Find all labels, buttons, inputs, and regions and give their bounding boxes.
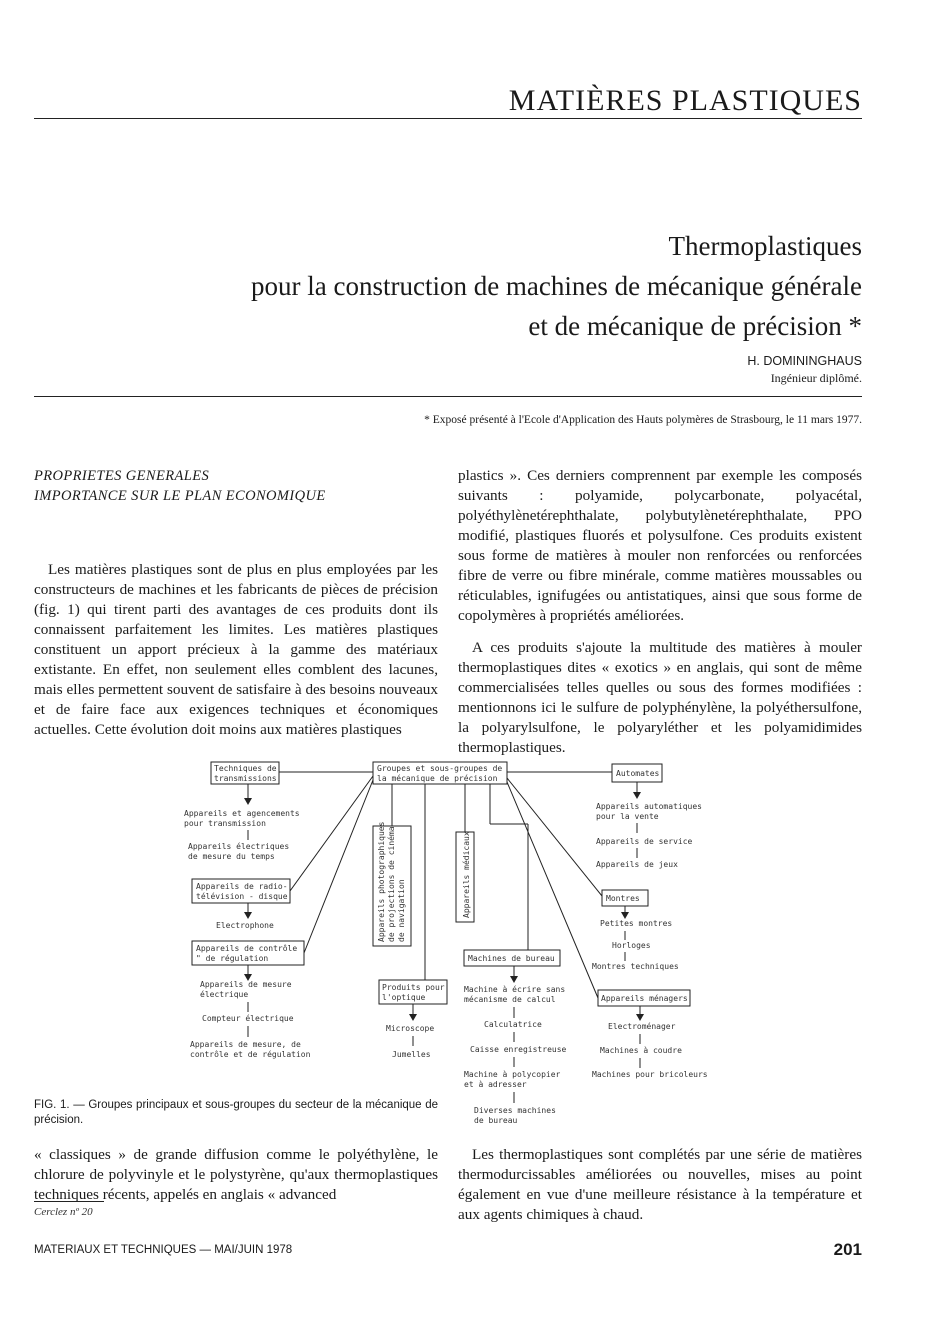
- node-label: Machine à polycopier: [464, 1070, 561, 1079]
- node-label: Montres: [606, 894, 640, 903]
- paragraph: plastics ». Ces derniers comprennent par exemple les composés suivants : polyamide, polycarbonate, polyacétal, polyéthylènetérephthalate, polybutylènetérephthalate, PPO modifié, plastiques fluorés et polysulfone. Ces produits existent sous forme de matières à mouler non renforcées ou renforcées fibre de verre ou fibre minérale, comme matières moussables ou réticulables, ignifugées ou antistatiques, ainsi que sous forme de copolymères à propriétés améliorées.: [458, 467, 862, 624]
- title-line-2: pour la construction de machines de mécanique générale: [251, 271, 862, 301]
- connector: [507, 778, 602, 896]
- author-block: [747, 353, 862, 387]
- section-title: MATIÈRES PLASTIQUES: [508, 84, 862, 117]
- node-label: et à adresser: [464, 1080, 527, 1089]
- node-label: Machines à coudre: [600, 1046, 682, 1055]
- arrow: [244, 912, 252, 919]
- connector: [304, 780, 373, 953]
- node-label: Petites montres: [600, 919, 673, 928]
- center-node-label: Groupes et sous-groupes de: [377, 764, 503, 773]
- node-label: de mesure du temps: [188, 852, 275, 861]
- title-line-3: et de mécanique de précision *: [528, 311, 862, 341]
- author-name: H. DOMININGHAUS: [747, 354, 862, 368]
- node-label: Appareils de mesure: [200, 980, 292, 989]
- node-label: pour la vente: [596, 812, 659, 821]
- node-label: Machines de bureau: [468, 954, 555, 963]
- node-label: Machine à écrire sans: [464, 985, 566, 994]
- node-label: Appareils ménagers: [601, 994, 688, 1003]
- node-label: Appareils photographiques: [377, 821, 386, 942]
- page-number: 201: [833, 1240, 862, 1259]
- section-heading-line-1: PROPRIETES GENERALES: [34, 468, 210, 484]
- node-label: contrôle et de régulation: [190, 1050, 311, 1059]
- node-label: Appareils électriques: [188, 842, 290, 851]
- arrow: [621, 912, 629, 919]
- footnote-top: * Exposé présenté à l'Ecole d'Application des Hauts polymères de Strasbourg, le 11 mars 1977.: [424, 414, 862, 426]
- section-heading: [34, 466, 326, 506]
- node-label: " de régulation: [196, 954, 269, 963]
- arrow: [510, 976, 518, 983]
- node-label: Appareils médicaux: [462, 831, 471, 918]
- transmissions-label: transmissions: [214, 774, 277, 783]
- author-role: Ingénieur diplômé.: [770, 371, 862, 385]
- node-label: Appareils de mesure, de: [190, 1040, 301, 1049]
- node-label: Appareils et agencements: [184, 809, 300, 818]
- cercle-rule: [34, 1201, 104, 1202]
- node-label: Horloges: [612, 941, 651, 950]
- title-rule: [34, 396, 862, 397]
- node-label: Automates: [616, 769, 660, 778]
- paragraph: Les thermoplastiques sont complétés par une série de matières thermodurcissables améliorées ou nouvelles, mises au point également en vue d'une meilleure résistance à la température et aux agents chimiques à chaud.: [458, 1146, 862, 1223]
- node-label: Appareils de contrôle: [196, 944, 298, 953]
- connector: [290, 776, 373, 891]
- header-rule: [34, 118, 862, 119]
- left-column-text: [34, 560, 438, 740]
- node-label: Appareils de jeux: [596, 860, 678, 869]
- figure-caption: FIG. 1. — Groupes principaux et sous-groupes du secteur de la mécanique de précision.: [34, 1099, 438, 1126]
- node-label: Appareils automatiques: [596, 802, 702, 811]
- arrow: [244, 798, 252, 805]
- right-column-text: [458, 466, 862, 758]
- arrow: [633, 792, 641, 799]
- node-label: de navigation: [397, 879, 406, 942]
- node-label: Diverses machines: [474, 1106, 556, 1115]
- node-label: Calculatrice: [484, 1020, 542, 1029]
- article-title: [82, 226, 862, 346]
- node-label: mécanisme de calcul: [464, 995, 556, 1004]
- transmissions-label: Techniques de: [214, 764, 277, 773]
- node-label: Appareils de service: [596, 837, 693, 846]
- node-label: Produits pour: [382, 983, 445, 992]
- node-label: de bureau: [474, 1116, 518, 1125]
- node-label: Appareils de radio-: [196, 882, 288, 891]
- bottom-left-text: [34, 1145, 438, 1205]
- node-label: Caisse enregistreuse: [470, 1045, 567, 1054]
- node-label: Jumelles: [392, 1050, 431, 1059]
- paragraph: « classiques » de grande diffusion comme le polyéthylène, le chlorure de polyvinyle et le polystyrène, qu'aux thermoplastiques techniques récents, appelés en anglais « advanced: [34, 1146, 438, 1203]
- arrow: [636, 1014, 644, 1021]
- bottom-right-text: [458, 1145, 862, 1225]
- node-label: Microscope: [386, 1024, 435, 1033]
- node-label: électrique: [200, 990, 249, 999]
- section-heading-line-2: IMPORTANCE SUR LE PLAN ECONOMIQUE: [34, 488, 326, 504]
- node-label: Electrophone: [216, 921, 274, 930]
- node-label: Montres techniques: [592, 962, 679, 971]
- paragraph: A ces produits s'ajoute la multitude des matières à mouler thermoplastiques dites « exotics » en anglais, qui sont de même commercialisées telles quelles ou sous des formes modifiées : mentionnons ici le sulfure de polyphénylène, la polyéthersulfone, la polyarylsulfone, le polyaryléther et les polyamidimides thermoplastiques.: [458, 639, 862, 756]
- paragraph: Les matières plastiques sont de plus en plus employées par les constructeurs de machines et les fabricants de pièces de précision (fig. 1) qui tirent parti des avantages de ces produits dont ils connaissent parfaitement les limites. Les matières plastiques constituent un apport précieux à la gamme des matériaux extistante. En effet, non seulement elles comblent des lacunes, mais elles permettent souvent de satisfaire à des besoins nouveaux et de faire face aux exigences techniques et économiques actuelles. Cette évolution doit moins aux matières plastiques: [34, 561, 438, 738]
- node-label: pour transmission: [184, 819, 266, 828]
- node-label: Electroménager: [608, 1022, 676, 1031]
- node-label: Machines pour bricoleurs: [592, 1070, 708, 1079]
- node-label: Compteur électrique: [202, 1014, 294, 1023]
- node-label: télévision - disque: [196, 892, 288, 901]
- journal-footer: MATERIAUX ET TECHNIQUES — MAI/JUIN 1978: [34, 1244, 293, 1256]
- figure-diagram: [180, 756, 720, 1134]
- node-label: de projections de cinéma: [387, 826, 396, 942]
- center-node-label: la mécanique de précision: [377, 774, 498, 783]
- arrow: [409, 1014, 417, 1021]
- node-label: l'optique: [382, 993, 426, 1002]
- reader-service-number: Cerclez nº 20: [34, 1206, 93, 1218]
- title-line-1: Thermoplastiques: [668, 231, 862, 261]
